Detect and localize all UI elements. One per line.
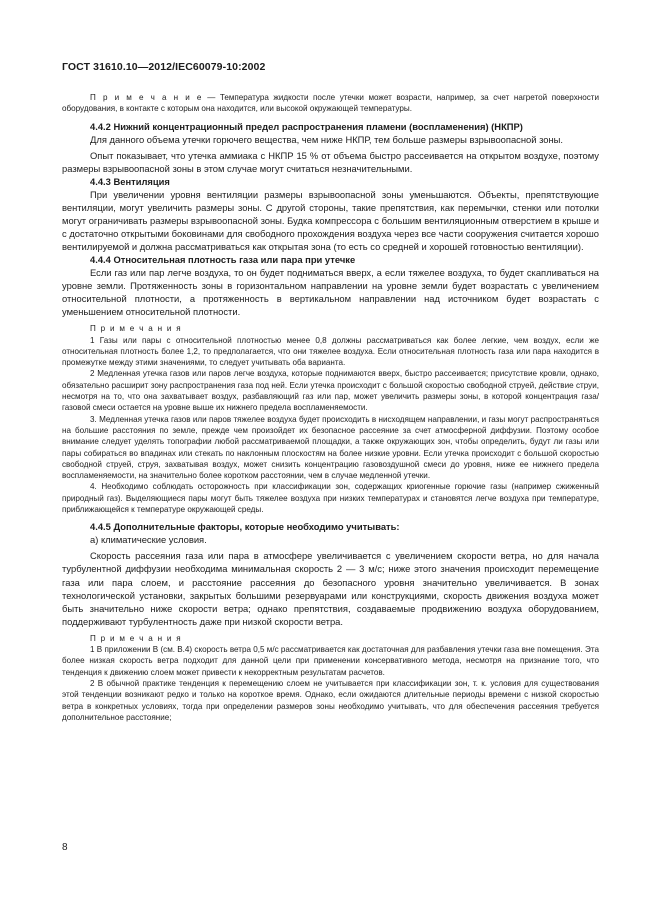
note-item: 2 В обычной практике тенденция к перемещению слоем не учитывается при классификации зон, т. к. условия для существования этой тенденции возникают редко и только на короткое время. Однако, если ожидаются длительные периоды времени с низкой скоростью ветра в конкретных условиях, тогда при определении размеров зоны необходимо учитывать, что для обеспечения рассеяния требуется дополнительное расстояние; xyxy=(62,678,599,722)
section-4-4-2-heading: 4.4.2 Нижний концентрационный предел распространения пламени (воспламенения) (НКПР) xyxy=(90,120,523,132)
notes-label: П р и м е ч а н и я xyxy=(90,633,182,643)
note-item: 1 Газы или пары с относительной плотностью менее 0,8 должны рассматриваться как более легкие, чем воздух, если же относительная плотность более 1,2, то предполагается, что они тяжелее воздуха. Если относительная плотность газа или пара находится в промежутке между этими значениями, то следует учитывать оба варианта. xyxy=(62,335,599,368)
section-4-4-3-paragraph: При увеличении уровня вентиляции размеры взрывоопасной зоны уменьшаются. Объекты, препятствующие вентиляции, могут увеличить размеры зоны. С другой стороны, такие препятствия, как перемычки, стенки или потолки могут ограничивать размеры взрывоопасной зоны. Будка компрессора с большим вентиляционным отверстием в крыше и с достаточно открытыми боковинами для свободного прохождения воздуха через все части сооружения считается хорошо вентилируемой и должна рассматриваться как открытая зона (то есть со средней и хорошей готовностью вентиляции). xyxy=(62,188,599,253)
document-header: ГОСТ 31610.10—2012/IEC60079-10:2002 xyxy=(62,61,266,73)
notes-label: П р и м е ч а н и я xyxy=(90,324,182,334)
note-item: 3. Медленная утечка газов или паров тяжелее воздуха будет происходить в нисходящем направлении, и газы могут распространяться на большие расстояния по земле, прежде чем произойдет их безопасное рассеяние за счет атмосферной диффузии. Поэтому особое внимание следует уделять топографии любой рассматриваемой площадки, а также окружающих зон, чтобы определить, будут ли газы или пары собираться во впадинах или стекать по наклонным плоскостям на более низкие уровни. Если утечка происходит с большой скоростью свободной струей, струя, захватывая воздух, может снизить концентрацию газовоздушной смеси до уровня, ниже ее нижнего предела воспламеняемости, на значительно более коротком расстоянии, чем в случае медленной утечки. xyxy=(62,414,599,481)
section-4-4-4-heading: 4.4.4 Относительная плотность газа или пара при утечке xyxy=(90,254,356,266)
section-4-4-3-heading: 4.4.3 Вентиляция xyxy=(90,175,170,187)
section-4-4-2-paragraph: Для данного объема утечки горючего вещества, чем ниже НКПР, тем больше размеры взрывоопасной зоны. xyxy=(90,133,564,145)
list-item-a: а) климатические условия. xyxy=(90,534,207,546)
note-item: 1 В приложении В (см. В.4) скорость ветра 0,5 м/с рассматривается как достаточная для разбавления утечки газа вне помещения. Эта более низкая скорость ветра подходит для данной цели при применении консервативного метода, несмотря на признание того, что тенденция к движению слоем может привести к некорректным результатам расчетов. xyxy=(62,645,599,677)
note-temperature xyxy=(62,92,599,115)
section-4-4-5-heading: 4.4.5 Дополнительные факторы, которые необходимо учитывать: xyxy=(90,521,400,533)
page-body xyxy=(62,92,599,723)
note-label: П р и м е ч а н и е xyxy=(90,93,203,102)
section-4-4-4-paragraph: Если газ или пар легче воздуха, то он будет подниматься вверх, а если тяжелее воздуха, то будет скапливаться на уровне земли. Протяженность зоны в горизонтальном направлении на уровне земли будет возрастать с увеличением относительной плотности, а протяженность в вертикальном направлении над источником будет возрастать с уменьшением относительной плотности. xyxy=(62,267,599,318)
page-number: 8 xyxy=(62,842,68,853)
note-text: — Температура жидкости после утечки может возрасти, например, за счет нагретой поверхности оборудования, в контакте с которым она находится, или высокой окружающей температуры. xyxy=(62,93,599,114)
section-4-4-2-paragraph: Опыт показывает, что утечка аммиака с НКПР 15 % от объема быстро рассеивается на открытом воздухе, поэтому размеры взрывоопасной зоны в этом случае могут считаться незначительными. xyxy=(62,149,599,174)
note-item: 4. Необходимо соблюдать осторожность при классификации зон, содержащих криогенные горючие газы (например сжиженный природный газ). Выделяющиеся пары могут быть тяжелее воздуха при низких температурах и становятся легче воздуха при температуре, приближающейся к температуре окружающей среды. xyxy=(62,482,599,515)
section-4-4-5-paragraph: Скорость рассеяния газа или пара в атмосфере увеличивается с увеличением скорости ветра, но для начала турбулентной диффузии необходима минимальная скорость 2 — 3 м/с; ниже этого значения происходит перемещение газа или пара слоем, и расстояние рассеяния до безопасного уровня значительно увеличивается. В зонах технологической установки, закрытых большими резервуарами или конструкциями, скорость движения воздуха может быть значительно ниже скорости ветра; однако препятствия, создаваемые продвижению воздуха оборудованием, поддерживают турбулентность даже при низкой скорости ветра. xyxy=(62,550,599,627)
note-item: 2 Медленная утечка газов или паров легче воздуха, которые поднимаются вверх, быстро рассеивается; присутствие кровли, однако, обязательно расширит зону распространения газа под ней. Если утечка происходит с большой скоростью свободной струей, действие струи, несмотря на то, что она захватывает воздух, разбавляющий газ или пар, может увеличить размеры зоны, в которой концентрация газа/газовой смеси остается на уровне выше их нижнего предела воспламеняемости. xyxy=(62,369,599,413)
